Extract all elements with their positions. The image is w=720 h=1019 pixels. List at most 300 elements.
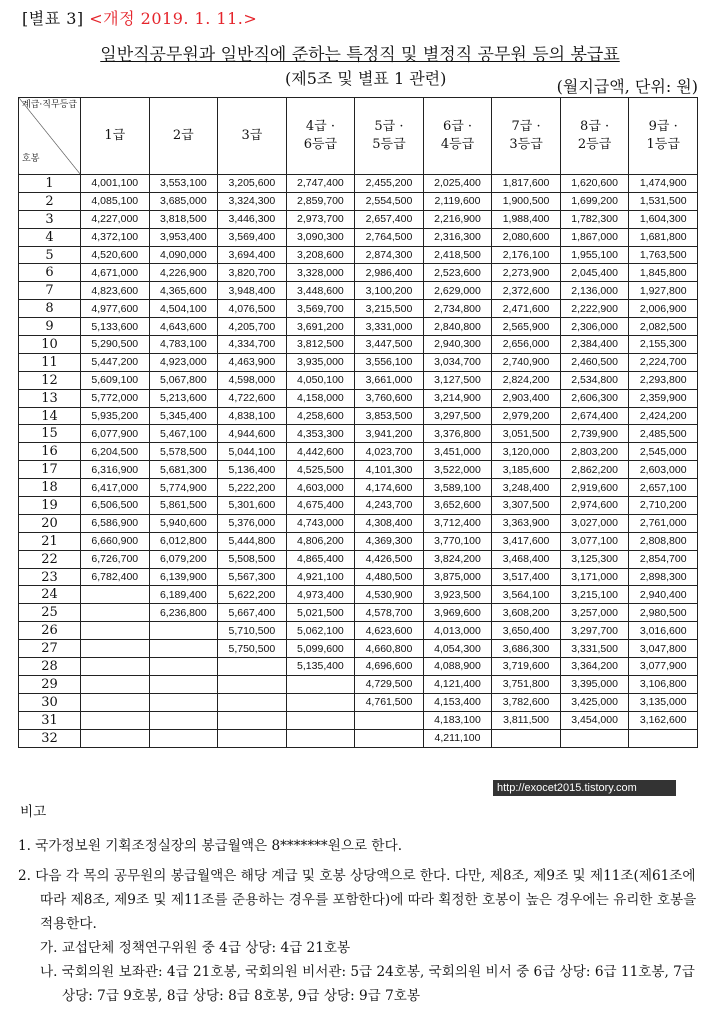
salary-cell [286,711,355,729]
grade-header-line2: 5등급 [372,137,406,152]
salary-cell: 2,418,500 [423,246,492,264]
salary-cell: 3,447,500 [355,336,424,354]
salary-cell: 2,747,400 [286,175,355,193]
step-cell: 5 [19,246,81,264]
salary-cell: 2,740,900 [492,353,561,371]
salary-cell: 4,675,400 [286,497,355,515]
salary-cell: 6,204,500 [81,443,150,461]
grade-column-header [286,98,355,175]
salary-cell: 4,660,800 [355,640,424,658]
salary-cell: 4,121,400 [423,675,492,693]
salary-cell [81,658,150,676]
step-cell: 18 [19,479,81,497]
salary-cell: 2,025,400 [423,175,492,193]
grade-header-line1: 5급 · [374,119,404,134]
salary-cell: 4,174,600 [355,479,424,497]
salary-cell: 3,120,000 [492,443,561,461]
salary-cell: 5,467,100 [149,425,218,443]
salary-cell: 2,006,900 [629,300,698,318]
table-row [19,318,698,336]
table-row [19,336,698,354]
salary-cell: 4,530,900 [355,586,424,604]
salary-cell: 2,764,500 [355,228,424,246]
grade-header-line1: 2급 [172,128,194,143]
salary-cell: 5,133,600 [81,318,150,336]
salary-cell: 3,468,400 [492,550,561,568]
salary-cell: 4,308,400 [355,514,424,532]
salary-cell: 5,376,000 [218,514,287,532]
salary-cell: 2,940,300 [423,336,492,354]
salary-cell: 2,273,900 [492,264,561,282]
salary-cell: 3,953,400 [149,228,218,246]
salary-cell: 5,444,800 [218,532,287,550]
salary-cell: 1,782,300 [560,210,629,228]
salary-cell: 4,334,700 [218,336,287,354]
salary-cell: 5,667,400 [218,604,287,622]
salary-cell: 2,080,600 [492,228,561,246]
salary-cell [149,729,218,747]
salary-cell: 5,710,500 [218,622,287,640]
salary-cell: 1,955,100 [560,246,629,264]
grade-column-header [218,98,287,175]
salary-cell: 4,944,600 [218,425,287,443]
salary-cell: 4,090,000 [149,246,218,264]
salary-cell: 3,077,100 [560,532,629,550]
salary-cell: 4,153,400 [423,693,492,711]
salary-cell: 4,598,000 [218,371,287,389]
table-row [19,443,698,461]
salary-cell: 2,808,800 [629,532,698,550]
salary-cell: 4,865,400 [286,550,355,568]
salary-cell: 3,941,200 [355,425,424,443]
salary-cell [149,658,218,676]
salary-cell: 3,077,900 [629,658,698,676]
salary-cell: 4,480,500 [355,568,424,586]
salary-cell: 2,176,100 [492,246,561,264]
salary-cell: 3,417,600 [492,532,561,550]
table-row [19,425,698,443]
table-header-row [19,98,698,175]
salary-cell: 4,504,100 [149,300,218,318]
step-cell: 3 [19,210,81,228]
salary-cell: 4,761,500 [355,693,424,711]
salary-cell: 4,520,600 [81,246,150,264]
salary-cell: 3,691,200 [286,318,355,336]
salary-cell: 2,903,400 [492,389,561,407]
salary-cell: 3,969,600 [423,604,492,622]
table-row [19,532,698,550]
salary-cell: 5,567,300 [218,568,287,586]
salary-cell: 2,629,000 [423,282,492,300]
salary-cell: 5,774,900 [149,479,218,497]
step-cell: 13 [19,389,81,407]
salary-cell: 4,227,000 [81,210,150,228]
salary-cell: 3,364,200 [560,658,629,676]
salary-cell: 3,090,300 [286,228,355,246]
salary-cell: 3,205,600 [218,175,287,193]
table-row [19,228,698,246]
grade-header-line2: 4등급 [440,137,475,152]
salary-cell: 2,554,500 [355,192,424,210]
salary-cell: 2,980,500 [629,604,698,622]
salary-cell: 6,316,900 [81,461,150,479]
salary-cell [355,711,424,729]
salary-cell: 5,301,600 [218,497,287,515]
table-row [19,729,698,747]
salary-cell: 2,136,000 [560,282,629,300]
salary-cell: 5,861,500 [149,497,218,515]
table-row [19,604,698,622]
salary-cell: 3,257,000 [560,604,629,622]
step-cell: 21 [19,532,81,550]
grade-header-line1: 8급 · [580,119,610,134]
salary-cell: 3,451,000 [423,443,492,461]
step-cell: 27 [19,640,81,658]
salary-cell: 4,671,000 [81,264,150,282]
salary-cell: 5,681,300 [149,461,218,479]
salary-cell [81,729,150,747]
salary-cell: 3,106,800 [629,675,698,693]
salary-cell: 4,369,300 [355,532,424,550]
salary-cell: 5,067,800 [149,371,218,389]
salary-cell: 2,657,400 [355,210,424,228]
page-title: 일반직공무원과 일반직에 준하는 특정직 및 별정직 공무원 등의 봉급표 [100,45,620,65]
salary-cell: 2,824,200 [492,371,561,389]
corner-grade-label: 계급·직무등급 [22,100,78,110]
salary-cell: 5,935,200 [81,407,150,425]
salary-cell: 5,135,400 [286,658,355,676]
note-1: 1. 국가정보원 기획조정실장의 봉급월액은 8*******원으로 한다. [18,838,403,854]
salary-cell: 6,139,900 [149,568,218,586]
salary-cell: 2,603,000 [629,461,698,479]
salary-cell: 2,710,200 [629,497,698,515]
salary-cell: 3,016,600 [629,622,698,640]
salary-cell: 6,726,700 [81,550,150,568]
salary-cell: 1,620,600 [560,175,629,193]
corner-step-label: 호봉 [22,154,40,164]
table-row [19,658,698,676]
salary-cell: 2,940,400 [629,586,698,604]
salary-cell: 5,021,500 [286,604,355,622]
table-row [19,497,698,515]
grade-header-line2: 1등급 [646,137,680,152]
salary-cell [286,693,355,711]
step-cell: 23 [19,568,81,586]
salary-cell [81,711,150,729]
salary-cell: 3,248,400 [492,479,561,497]
salary-cell: 4,054,300 [423,640,492,658]
notes-section [18,800,708,1008]
salary-table [18,97,698,748]
grade-column-header [81,98,150,175]
salary-cell: 4,023,700 [355,443,424,461]
salary-cell: 3,051,500 [492,425,561,443]
salary-cell: 3,824,200 [423,550,492,568]
salary-cell: 4,921,100 [286,568,355,586]
salary-cell: 3,328,000 [286,264,355,282]
salary-cell: 3,719,600 [492,658,561,676]
table-row [19,550,698,568]
step-cell: 15 [19,425,81,443]
salary-cell: 2,523,600 [423,264,492,282]
salary-cell: 6,417,000 [81,479,150,497]
salary-cell: 1,604,300 [629,210,698,228]
salary-cell: 3,125,300 [560,550,629,568]
salary-cell: 2,656,000 [492,336,561,354]
step-cell: 24 [19,586,81,604]
salary-cell [81,640,150,658]
table-row [19,640,698,658]
salary-cell: 4,623,600 [355,622,424,640]
salary-cell: 5,609,100 [81,371,150,389]
salary-cell: 3,395,000 [560,675,629,693]
salary-cell: 4,372,100 [81,228,150,246]
salary-cell: 5,290,500 [81,336,150,354]
salary-cell: 4,729,500 [355,675,424,693]
salary-cell: 5,099,600 [286,640,355,658]
salary-cell: 2,862,200 [560,461,629,479]
salary-cell: 3,215,100 [560,586,629,604]
table-row [19,300,698,318]
salary-cell [218,729,287,747]
salary-cell: 5,222,200 [218,479,287,497]
salary-cell: 2,224,700 [629,353,698,371]
salary-cell: 2,739,900 [560,425,629,443]
salary-cell: 2,565,900 [492,318,561,336]
table-row [19,711,698,729]
salary-cell: 3,686,300 [492,640,561,658]
salary-cell [355,729,424,747]
salary-cell: 2,384,400 [560,336,629,354]
salary-cell: 2,545,000 [629,443,698,461]
table-row [19,586,698,604]
salary-cell: 4,578,700 [355,604,424,622]
salary-cell: 3,875,000 [423,568,492,586]
unit-note: (월지급액, 단위: 원) [556,77,698,96]
salary-cell: 4,085,100 [81,192,150,210]
salary-cell [81,586,150,604]
grade-header-line1: 4급 · [305,119,335,134]
grade-column-header [423,98,492,175]
salary-cell: 3,331,000 [355,318,424,336]
salary-cell: 5,750,500 [218,640,287,658]
step-cell: 6 [19,264,81,282]
corner-header-cell [19,98,81,175]
salary-cell: 2,471,600 [492,300,561,318]
salary-cell: 2,973,700 [286,210,355,228]
annex-label [22,6,257,29]
salary-cell [149,711,218,729]
salary-cell: 3,770,100 [423,532,492,550]
grade-header-line1: 6급 · [442,119,473,134]
salary-cell: 5,044,100 [218,443,287,461]
step-cell: 7 [19,282,81,300]
table-row [19,461,698,479]
salary-cell: 2,840,800 [423,318,492,336]
salary-cell: 2,657,100 [629,479,698,497]
salary-cell: 4,426,500 [355,550,424,568]
grade-column-header [629,98,698,175]
step-cell: 25 [19,604,81,622]
salary-cell: 5,622,200 [218,586,287,604]
step-cell: 1 [19,175,81,193]
salary-cell: 4,001,100 [81,175,150,193]
salary-cell [149,693,218,711]
table-row [19,514,698,532]
salary-cell: 2,359,900 [629,389,698,407]
step-cell: 17 [19,461,81,479]
grade-column-header [149,98,218,175]
salary-cell: 2,485,500 [629,425,698,443]
salary-cell: 3,812,500 [286,336,355,354]
table-row [19,192,698,210]
salary-cell: 3,135,000 [629,693,698,711]
salary-cell: 3,162,600 [629,711,698,729]
salary-cell: 2,534,800 [560,371,629,389]
salary-cell: 3,853,500 [355,407,424,425]
salary-cell: 3,376,800 [423,425,492,443]
page-subtitle: (제5조 및 별표 1 관련) [285,69,447,88]
salary-cell: 1,845,800 [629,264,698,282]
table-row [19,210,698,228]
salary-cell: 2,854,700 [629,550,698,568]
grade-header-line1: 9급 · [648,119,678,134]
salary-cell: 3,297,500 [423,407,492,425]
salary-cell: 4,205,700 [218,318,287,336]
salary-cell: 2,979,200 [492,407,561,425]
step-cell: 11 [19,353,81,371]
salary-cell [218,711,287,729]
salary-cell: 3,935,000 [286,353,355,371]
salary-cell: 4,365,600 [149,282,218,300]
salary-cell: 5,062,100 [286,622,355,640]
salary-cell: 2,216,900 [423,210,492,228]
salary-cell: 3,589,100 [423,479,492,497]
table-row [19,353,698,371]
salary-cell [492,729,561,747]
salary-cell: 4,088,900 [423,658,492,676]
grade-header-line1: 7급 · [511,119,541,134]
watermark-url: http://exocet2015.tistory.com [493,780,676,796]
salary-cell: 2,859,700 [286,192,355,210]
salary-cell: 6,586,900 [81,514,150,532]
salary-cell: 2,155,300 [629,336,698,354]
salary-cell: 4,183,100 [423,711,492,729]
salary-cell: 5,508,500 [218,550,287,568]
salary-cell: 3,569,400 [218,228,287,246]
salary-cell: 3,100,200 [355,282,424,300]
table-row [19,568,698,586]
annex-tag: [별표 3] [22,9,84,28]
salary-cell: 6,660,900 [81,532,150,550]
revision-date: <개정 2019. 1. 11.> [89,9,258,28]
salary-cell: 2,045,400 [560,264,629,282]
salary-cell: 2,372,600 [492,282,561,300]
salary-cell: 3,185,600 [492,461,561,479]
salary-cell: 2,803,200 [560,443,629,461]
salary-cell: 4,838,100 [218,407,287,425]
table-row [19,407,698,425]
table-row [19,282,698,300]
salary-cell: 5,447,200 [81,353,150,371]
salary-cell: 3,553,100 [149,175,218,193]
salary-cell: 4,353,300 [286,425,355,443]
salary-cell: 3,652,600 [423,497,492,515]
salary-cell: 5,940,600 [149,514,218,532]
salary-cell: 2,316,300 [423,228,492,246]
salary-cell: 3,661,000 [355,371,424,389]
step-cell: 9 [19,318,81,336]
salary-cell: 3,215,500 [355,300,424,318]
salary-cell: 5,772,000 [81,389,150,407]
salary-cell: 3,782,600 [492,693,561,711]
salary-cell: 6,079,200 [149,550,218,568]
salary-cell: 2,082,500 [629,318,698,336]
salary-cell: 4,076,500 [218,300,287,318]
salary-cell: 2,460,500 [560,353,629,371]
table-row [19,264,698,282]
salary-cell: 4,643,600 [149,318,218,336]
salary-cell: 4,722,600 [218,389,287,407]
salary-cell: 4,973,400 [286,586,355,604]
salary-cell: 2,455,200 [355,175,424,193]
salary-cell: 3,820,700 [218,264,287,282]
salary-cell: 2,222,900 [560,300,629,318]
salary-cell: 6,506,500 [81,497,150,515]
salary-cell [81,622,150,640]
salary-cell: 2,898,300 [629,568,698,586]
grade-header-line2: 6등급 [303,137,338,152]
salary-cell: 2,606,300 [560,389,629,407]
salary-cell: 6,236,800 [149,604,218,622]
salary-cell: 3,034,700 [423,353,492,371]
salary-cell: 4,806,200 [286,532,355,550]
salary-cell: 4,258,600 [286,407,355,425]
table-row [19,675,698,693]
salary-cell: 3,208,600 [286,246,355,264]
salary-cell: 2,119,600 [423,192,492,210]
salary-cell: 5,578,500 [149,443,218,461]
step-cell: 29 [19,675,81,693]
step-cell: 20 [19,514,81,532]
grade-header-line1: 1급 [104,128,126,143]
salary-cell: 3,027,000 [560,514,629,532]
salary-cell: 4,243,700 [355,497,424,515]
salary-cell [149,640,218,658]
salary-cell [218,675,287,693]
salary-cell: 3,948,400 [218,282,287,300]
salary-cell: 1,531,500 [629,192,698,210]
table-row [19,622,698,640]
salary-cell: 3,297,700 [560,622,629,640]
salary-cell: 3,522,000 [423,461,492,479]
salary-cell: 4,696,600 [355,658,424,676]
salary-cell: 3,811,500 [492,711,561,729]
salary-cell: 3,608,200 [492,604,561,622]
salary-cell: 1,927,800 [629,282,698,300]
step-cell: 32 [19,729,81,747]
salary-cell: 6,782,400 [81,568,150,586]
salary-cell: 4,603,000 [286,479,355,497]
salary-cell: 3,751,800 [492,675,561,693]
salary-cell: 3,331,500 [560,640,629,658]
step-cell: 30 [19,693,81,711]
step-cell: 10 [19,336,81,354]
salary-cell: 1,474,900 [629,175,698,193]
step-cell: 16 [19,443,81,461]
salary-cell [81,693,150,711]
step-cell: 12 [19,371,81,389]
